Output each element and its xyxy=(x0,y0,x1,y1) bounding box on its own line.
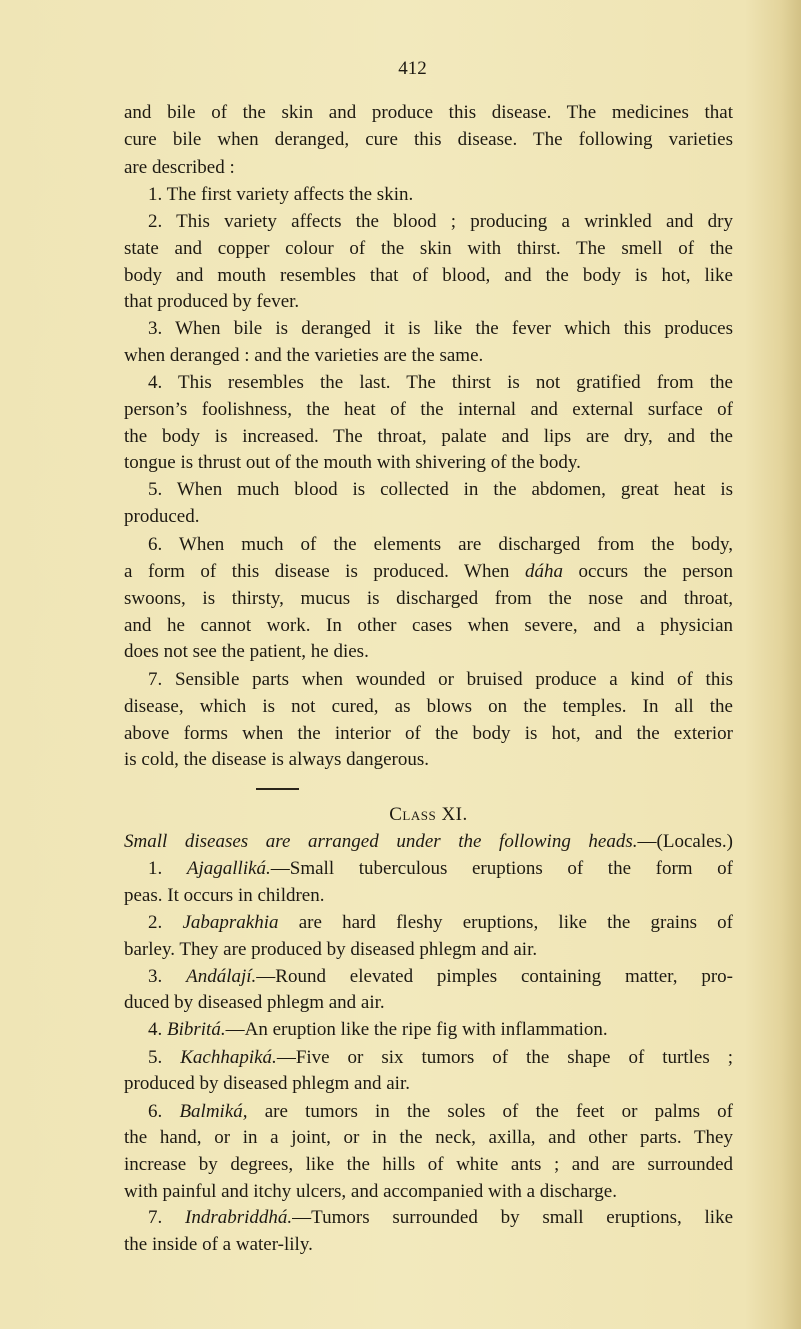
text-line xyxy=(124,425,733,449)
text-line xyxy=(124,317,733,341)
text-segment: —Tumors surrounded by small eruptions, like xyxy=(292,1207,733,1228)
text-segment: 2. This variety affects the blood ; producing a wrinkled and dry xyxy=(148,211,733,232)
text-segment: 7. Sensible parts when wounded or bruised produce a kind of this xyxy=(148,669,733,690)
text-line xyxy=(124,1100,733,1124)
text-segment: state and copper colour of the skin with thirst. The smell of the xyxy=(124,238,733,259)
text-segment: 6. When much of the elements are discharged from the body, xyxy=(148,534,733,555)
text-segment: and he cannot work. In other cases when severe, and a physician xyxy=(124,615,733,636)
text-line xyxy=(124,1018,733,1042)
text-segment: the hand, or in a joint, or in the neck, axilla, and other parts. They xyxy=(124,1127,733,1148)
text-segment: and bile of the skin and produce this disease. The medicines that xyxy=(124,102,733,123)
text-segment: are hard fleshy eruptions, like the grains of xyxy=(278,912,734,933)
text-segment: 2. xyxy=(148,912,183,933)
text-segment: —Small tuberculous eruptions of the form of xyxy=(270,858,733,879)
text-segment: disease, which is not cured, as blows on the temples. In all the xyxy=(124,696,733,717)
italic-term: Balmiká, xyxy=(179,1101,248,1122)
text-segment: swoons, is thirsty, mucus is discharged from the nose and throat, xyxy=(124,588,733,609)
text-segment: with painful and itchy ulcers, and accompanied with a discharge. xyxy=(124,1181,617,1202)
text-segment: 5. When much blood is collected in the abdomen, great heat is xyxy=(148,479,733,500)
text-segment: 6. xyxy=(148,1101,180,1122)
text-segment: 4. This resembles the last. The thirst is not gratified from the xyxy=(148,372,733,393)
text-line xyxy=(124,695,733,719)
text-segment: are tumors in the soles of the feet or palms of xyxy=(247,1101,734,1122)
text-segment: cure bile when deranged, cure this disease. The following varieties xyxy=(124,129,733,150)
text-line xyxy=(124,965,733,989)
text-segment: duced by diseased phlegm and air. xyxy=(124,992,385,1013)
text-segment: produced. xyxy=(124,506,200,527)
text-line xyxy=(124,101,733,125)
text-segment: barley. They are produced by diseased phlegm and air. xyxy=(124,939,538,960)
text-segment: —(Locales.) xyxy=(637,831,733,852)
text-line xyxy=(124,505,733,529)
text-segment: —Round elevated pimples containing matter, pro- xyxy=(256,966,733,987)
text-line xyxy=(124,533,733,557)
text-line xyxy=(124,560,733,584)
italic-term: Indrabriddhá. xyxy=(185,1207,293,1228)
text-line xyxy=(124,451,733,475)
text-line xyxy=(124,830,733,854)
text-line xyxy=(124,1126,733,1150)
text-segment: that produced by fever. xyxy=(124,291,300,312)
text-segment: when deranged : and the varieties are the same. xyxy=(124,345,484,366)
text-segment: 5. xyxy=(148,1047,181,1068)
text-segment: a form of this disease is produced. When xyxy=(124,561,525,582)
text-line xyxy=(124,884,733,908)
text-line xyxy=(124,128,733,152)
text-segment: 4. xyxy=(148,1019,167,1040)
text-line xyxy=(124,210,733,234)
text-line xyxy=(124,991,733,1015)
text-segment: 1. The first variety affects the skin. xyxy=(148,184,414,205)
text-line xyxy=(124,1233,733,1257)
text-segment: occurs the person xyxy=(562,561,733,582)
text-line xyxy=(124,183,733,207)
text-segment: —Five or six tumors of the shape of turtles ; xyxy=(276,1047,733,1068)
text-line xyxy=(124,344,733,368)
text-line xyxy=(124,1206,733,1230)
text-line xyxy=(124,1180,733,1204)
text-line xyxy=(124,911,733,935)
italic-term: Ajagalliká. xyxy=(186,858,271,879)
text-line xyxy=(124,640,733,664)
italic-term: Small diseases are arranged under the following heads. xyxy=(124,831,638,852)
text-line xyxy=(124,156,733,180)
text-line xyxy=(124,398,733,422)
text-segment: is cold, the disease is always dangerous. xyxy=(124,749,429,770)
text-line xyxy=(124,614,733,638)
text-segment: body and mouth resembles that of blood, and the body is hot, like xyxy=(124,265,733,286)
text-line xyxy=(124,587,733,611)
text-line xyxy=(124,264,733,288)
text-line xyxy=(124,748,733,772)
text-line xyxy=(124,290,733,314)
text-segment: the inside of a water-lily. xyxy=(124,1234,313,1255)
text-segment: 1. xyxy=(148,858,187,879)
text-line xyxy=(124,668,733,692)
section-divider xyxy=(256,788,299,790)
italic-term: Bibritá. xyxy=(167,1019,226,1040)
class-heading: Class XI. xyxy=(389,804,468,825)
text-segment: —An eruption like the ripe fig with inflammation. xyxy=(225,1019,608,1040)
text-segment: produced by diseased phlegm and air. xyxy=(124,1073,410,1094)
text-line xyxy=(124,1072,733,1096)
italic-term: Jabaprakhia xyxy=(182,912,279,933)
text-line xyxy=(124,1153,733,1177)
text-segment: tongue is thrust out of the mouth with shivering of the body. xyxy=(124,452,581,473)
page-number: 412 xyxy=(398,58,427,79)
text-segment: the body is increased. The throat, palate and lips are dry, and the xyxy=(124,426,733,447)
text-line xyxy=(124,1046,733,1070)
text-line xyxy=(124,371,733,395)
text-segment: 7. xyxy=(148,1207,186,1228)
text-segment: 3. When bile is deranged it is like the fever which this produces xyxy=(148,318,733,339)
text-segment: above forms when the interior of the body is hot, and the exterior xyxy=(124,723,733,744)
text-line xyxy=(124,237,733,261)
italic-term: Kachhapiká. xyxy=(180,1047,277,1068)
italic-term: dáha xyxy=(524,561,563,582)
text-segment: 3. xyxy=(148,966,187,987)
text-segment: increase by degrees, like the hills of white ants ; and are surrounded xyxy=(124,1154,733,1175)
text-line xyxy=(124,478,733,502)
italic-term: Andálají. xyxy=(186,966,257,987)
text-line xyxy=(124,938,733,962)
text-line xyxy=(124,722,733,746)
text-segment: person’s foolishness, the heat of the internal and external surface of xyxy=(124,399,733,420)
text-line xyxy=(124,857,733,881)
text-segment: peas. It occurs in children. xyxy=(124,885,325,906)
text-segment: does not see the patient, he dies. xyxy=(124,641,369,662)
text-segment: are described : xyxy=(124,157,235,178)
